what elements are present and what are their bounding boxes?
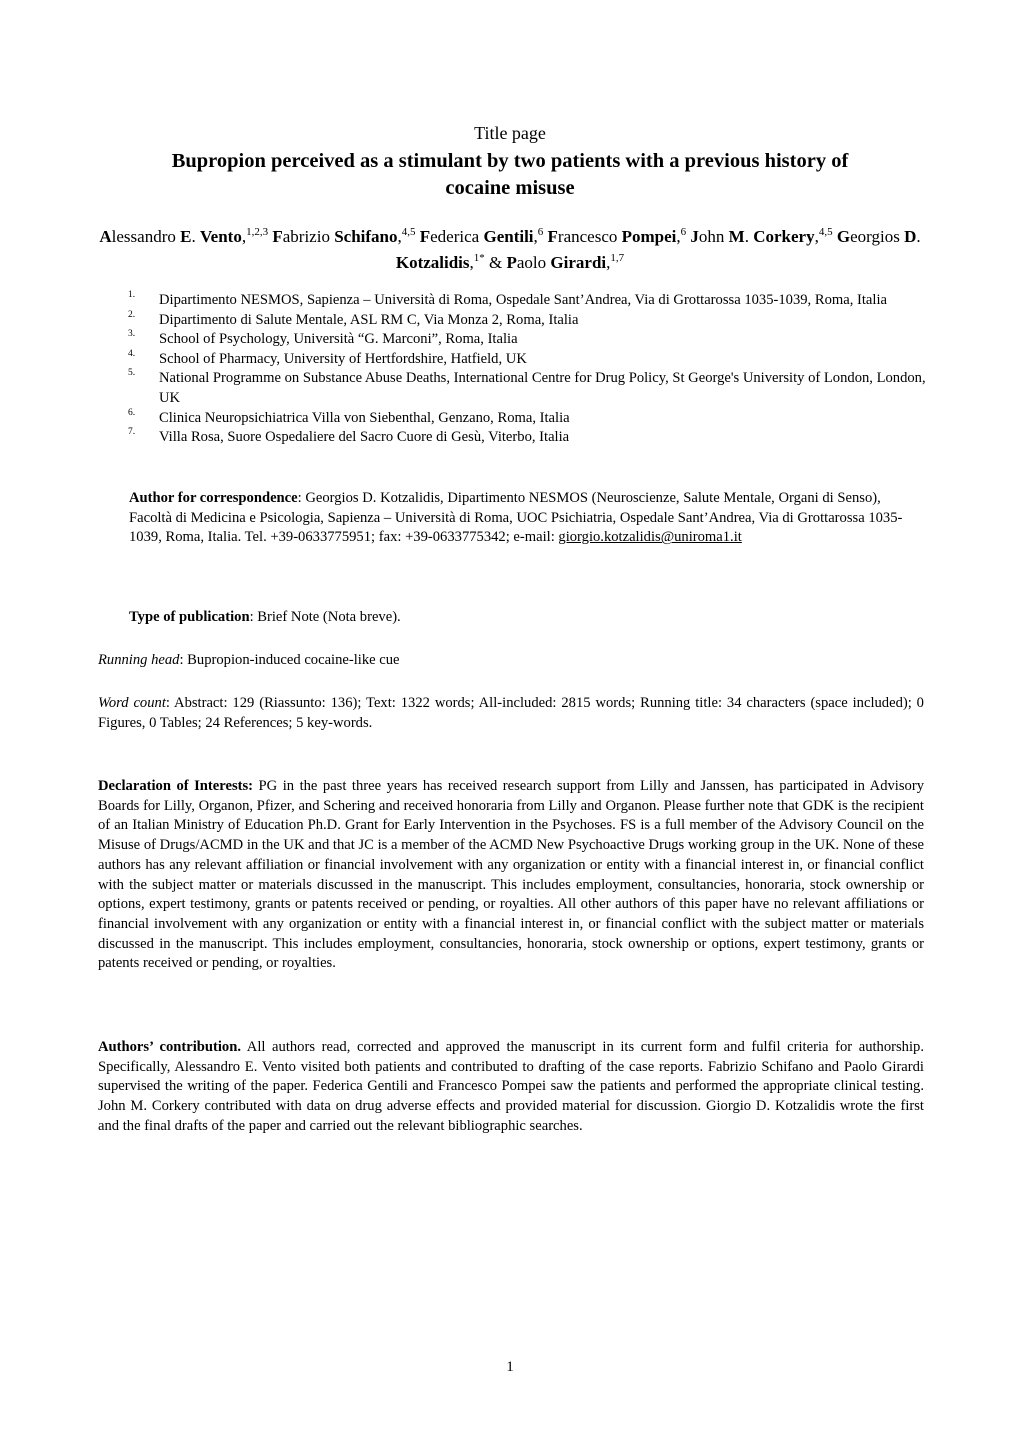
author: Paolo Girardi,$^{1,7}$ bbox=[506, 252, 625, 272]
author-surname: Schifano bbox=[334, 227, 398, 246]
affiliation-text: Clinica Neuropsichiatrica Villa von Siebenthal, Genzano, Roma, Italia bbox=[159, 409, 570, 426]
author-affiliation-marks: 1,2,3 bbox=[246, 226, 269, 238]
author-middle-initial: M bbox=[728, 227, 745, 246]
word-count-text: : Abstract: 129 (Riassunto: 136); Text: 1322 words; All-included: 2815 words; Running title: 34 characters (space included); 0 Figures, 0 Tables; 24 References; 5 key-words. bbox=[98, 695, 924, 731]
author: Federica Gentili,$^6$ bbox=[419, 226, 544, 246]
author-affiliation-marks: 4,5 bbox=[401, 226, 416, 238]
running-head-text: : Bupropion-induced cocaine-like cue bbox=[179, 652, 400, 668]
affiliation-number: 3. bbox=[128, 329, 136, 340]
author-given-rest: eorgios bbox=[850, 227, 900, 246]
page-number: 1 bbox=[506, 1359, 514, 1375]
author-given-rest: abrizio bbox=[282, 227, 330, 246]
declaration-of-interests bbox=[98, 777, 924, 974]
author-affiliation-marks: 1,7 bbox=[610, 252, 625, 264]
correspondence-text: : Georgios D. Kotzalidis, Dipartimento NESMOS (Neuroscienze, Salute Mentale, Organi di Senso), Facoltà di Medicina e Psicologia, Sapienza – Università di Roma, UOC Psichiatria, Ospedale Sant’Andrea, Via di Grottarossa 1035-1039, Roma, Italia. Tel. +39-0633775951; fax: +39-0633775342; e-mail: bbox=[129, 490, 903, 546]
affiliation-text: School of Psychology, Università “G. Marconi”, Roma, Italia bbox=[159, 331, 518, 348]
affiliation-text: National Programme on Substance Abuse Deaths, International Centre for Drug Policy, St George's University of London, London, UK bbox=[159, 370, 926, 406]
publication-type-label: Type of publication bbox=[129, 609, 250, 625]
affiliation-number: 7. bbox=[128, 427, 136, 438]
affiliation-number: 2. bbox=[128, 309, 136, 320]
affiliation-text: Dipartimento NESMOS, Sapienza – Università di Roma, Ospedale Sant’Andrea, Via di Grottarossa 1035-1039, Roma, Italia bbox=[159, 292, 887, 308]
declaration-label: Declaration of Interests: bbox=[98, 778, 254, 794]
affiliation-text: Dipartimento di Salute Mentale, ASL RM C, Via Monza 2, Roma, Italia bbox=[159, 311, 579, 328]
title-line-2: cocaine misuse bbox=[445, 177, 575, 199]
affiliation-number: 6. bbox=[128, 407, 136, 418]
contribution-text: All authors read, corrected and approved the manuscript in its current form and fulfil criteria for authorship. Specifically, Alessandro E. Vento visited both patients and contributed to drafting of the case reports. Fabrizio Schifano and Paolo Girardi supervised the writing of the paper. Federica Gentili and Francesco Pompei saw the patients and performed the appropriate clinical testing. John M. Corkery contributed with data on drug adverse effects and provided material for discussion. Giorgio D. Kotzalidis wrote the first and the final drafts of the paper and carried out the relevant bibliographic searches. bbox=[98, 1039, 924, 1134]
correspondence-label: Author for correspondence bbox=[129, 490, 298, 506]
author-given-rest: ederica bbox=[430, 227, 480, 246]
author-given-initial: F bbox=[547, 227, 558, 246]
author-surname: Gentili bbox=[483, 227, 534, 246]
affiliation-item bbox=[128, 291, 928, 311]
running-head-label: Running head bbox=[98, 652, 180, 668]
author-surname: Pompei bbox=[621, 227, 677, 246]
authors-contribution bbox=[98, 1038, 924, 1137]
author-surname: Vento bbox=[199, 227, 242, 246]
correspondence-email-link[interactable]: giorgio.kotzalidis@uniroma1.it bbox=[558, 529, 742, 546]
title-page-label: Title page bbox=[474, 123, 546, 143]
author: Francesco Pompei,$^6$ bbox=[547, 226, 687, 246]
affiliation-number: 4. bbox=[128, 348, 136, 359]
affiliations-list bbox=[128, 291, 928, 448]
author-middle-initial: D bbox=[904, 227, 917, 246]
author-affiliation-marks: 4,5 bbox=[818, 226, 833, 238]
contribution-label: Authors’ contribution. bbox=[98, 1039, 241, 1055]
affiliation-number: 1. bbox=[128, 290, 136, 300]
author-given-initial: P bbox=[506, 253, 517, 272]
affiliation-item bbox=[128, 428, 928, 448]
author-given-initial: F bbox=[272, 227, 283, 246]
affiliation-item bbox=[128, 330, 928, 350]
author-given-initial: A bbox=[99, 227, 112, 246]
title-line-1: Bupropion perceived as a stimulant by two patients with a previous history of bbox=[171, 150, 849, 172]
publication-type bbox=[129, 608, 909, 628]
author-affiliation-marks: 6 bbox=[537, 226, 544, 238]
author: Fabrizio Schifano,$^{4,5}$ bbox=[272, 226, 416, 246]
author-affiliation-marks: 1* bbox=[473, 252, 485, 264]
affiliation-text: Villa Rosa, Suore Ospedaliere del Sacro Cuore di Gesù, Viterbo, Italia bbox=[159, 429, 570, 446]
author: Georgios D. Kotzalidis,$^{1*}$ bbox=[395, 227, 921, 272]
affiliation-item bbox=[128, 350, 928, 370]
word-count bbox=[98, 694, 924, 733]
author-given-initial: F bbox=[419, 227, 431, 246]
author-given-rest: aolo bbox=[516, 253, 547, 272]
author-surname: Kotzalidis bbox=[395, 253, 470, 272]
correspondence-section bbox=[129, 489, 909, 548]
running-head bbox=[98, 651, 924, 671]
author-given-rest: lessandro bbox=[111, 227, 176, 246]
author-given-initial: G bbox=[836, 227, 851, 246]
author: John M. Corkery,$^{4,5}$ bbox=[690, 226, 833, 246]
author-list bbox=[90, 224, 930, 276]
declaration-text: PG in the past three years has received research support from Lilly and Janssen, has participated in Advisory Boards for Lilly, Organon, Pfizer, and Schering and received honoraria from Lilly and Organon. Please further note that GDK is the recipient of an Italian Ministry of Education Ph.D. Grant for Early Intervention in the Psychoses. FS is a full member of the Advisory Council on the Misuse of Drugs/ACMD in the UK and that JC is a member of the ACMD New Psychoactive Drugs working group in the UK. None of these authors has any relevant affiliation or financial involvement with any organization or entity with a financial interest in, or financial conflict with the subject matter or materials discussed in the manuscript. This includes employment, consultancies, honoraria, stock ownership or options, expert testimony, grants or patents received or pending, or royalties. All other authors of this paper have no relevant affiliations or financial involvement with any organization or entity with a financial interest in, or financial conflict with the subject matter or materials discussed in the manuscript. This includes employment, consultancies, honoraria, stock ownership or options, expert testimony, grants or patents received or pending, or royalties. bbox=[98, 778, 924, 972]
author-given-initial: J bbox=[690, 227, 699, 246]
word-count-label: Word count bbox=[98, 695, 166, 711]
author-affiliation-marks: 6 bbox=[680, 226, 687, 238]
publication-type-text: : Brief Note (Nota breve). bbox=[249, 609, 401, 625]
author-separator: & bbox=[484, 253, 507, 272]
affiliation-number: 5. bbox=[128, 368, 136, 379]
author-middle-initial: E bbox=[180, 227, 192, 246]
author-given-rest: ohn bbox=[698, 227, 725, 246]
affiliation-text: School of Pharmacy, University of Hertfordshire, Hatfield, UK bbox=[159, 350, 527, 367]
author: Alessandro E. Vento,$^{1,2,3}$ bbox=[99, 226, 269, 246]
paper-title bbox=[90, 148, 930, 202]
author-given-rest: rancesco bbox=[557, 227, 618, 246]
affiliation-item bbox=[128, 409, 928, 429]
author-surname: Corkery bbox=[753, 227, 815, 246]
author-surname: Girardi bbox=[550, 253, 607, 272]
affiliation-item bbox=[128, 311, 928, 331]
affiliation-item bbox=[128, 369, 928, 408]
